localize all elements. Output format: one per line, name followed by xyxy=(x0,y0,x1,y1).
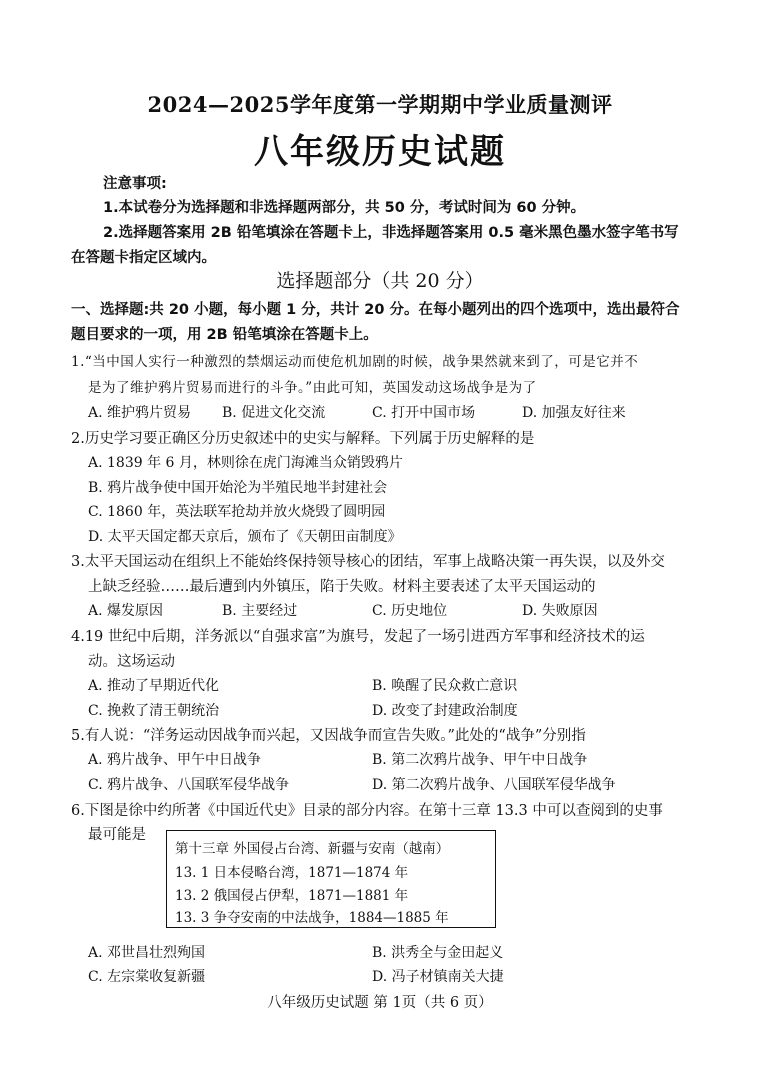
question-3-option-a: A. 爆发原因 xyxy=(88,603,164,619)
question-3-stem-line-2: 上缺乏经验……最后遭到内外镇压，陷于失败。材料主要表述了太平天国运动的 xyxy=(88,579,596,595)
notice-item-2-line-2: 在答题卡指定区域内。 xyxy=(71,250,216,266)
question-4-option-d: D. 改变了封建政治制度 xyxy=(372,703,518,719)
question-5-option-c: C. 鸦片战争、八国联军侵华战争 xyxy=(88,777,290,793)
question-2-option-a: A. 1839 年 6 月，林则徐在虎门海滩当众销毁鸦片 xyxy=(88,455,403,471)
section-title: 选择题部分（共 20 分） xyxy=(276,270,484,292)
question-2-option-d: D. 太平天国定都天京后，颁布了《天朝田亩制度》 xyxy=(88,529,402,545)
question-5-stem: 5.有人说：“洋务运动因战争而兴起，又因战争而宣告失败。”此处的“战争”分别指 xyxy=(71,728,586,744)
question-1-option-a: A. 维护鸦片贸易 xyxy=(88,405,192,421)
notice-item-1: 1.本试卷分为选择题和非选择题两部分，共 50 分，考试时间为 60 分钟。 xyxy=(103,200,586,216)
question-3-stem-line-1: 3.太平天国运动在组织上不能始终保持领导核心的团结，军事上战略决策一再失误，以及外交 xyxy=(71,554,665,570)
question-2-option-b: B. 鸦片战争使中国开始沦为半殖民地半封建社会 xyxy=(88,480,388,496)
question-1-stem-line-2: 是为了维护鸦片贸易而进行的斗争。”由此可知，英国发动这场战争是为了 xyxy=(88,380,537,396)
question-3-option-d: D. 失败原因 xyxy=(522,603,598,619)
exam-term-title: 2024—2025学年度第一学期期中学业质量测评 xyxy=(147,92,613,117)
toc-section-13-3: 13. 3 争夺安南的中法战争，1884—1885 年 xyxy=(175,910,449,926)
question-2-option-c: C. 1860 年，英法联军抢劫并放火烧毁了圆明园 xyxy=(88,504,386,520)
question-1-option-d: D. 加强友好往来 xyxy=(522,405,626,421)
notice-item-2-line-1: 2.选择题答案用 2B 铅笔填涂在答题卡上，非选择题答案用 0.5 毫米黑色墨水签字笔书写 xyxy=(103,225,679,241)
exam-subject-title: 八年级历史试题 xyxy=(254,132,506,172)
question-3-option-b: B. 主要经过 xyxy=(222,603,298,619)
question-6-option-c: C. 左宗棠收复新疆 xyxy=(88,969,206,985)
table-of-contents-box xyxy=(166,830,496,928)
toc-section-13-2: 13. 2 俄国侵占伊犁，1871—1881 年 xyxy=(175,888,409,904)
question-5-option-b: B. 第二次鸦片战争、甲午中日战争 xyxy=(372,752,588,768)
notice-heading: 注意事项: xyxy=(103,176,167,192)
question-1-option-c: C. 打开中国市场 xyxy=(372,405,476,421)
toc-section-13-1: 13. 1 日本侵略台湾，1871—1874 年 xyxy=(175,865,409,881)
question-6-stem-line-2: 最可能是 xyxy=(88,827,146,843)
question-4-option-a: A. 推动了早期近代化 xyxy=(88,678,220,694)
question-4-option-c: C. 挽救了清王朝统治 xyxy=(88,703,220,719)
question-4-option-b: B. 唤醒了民众救亡意识 xyxy=(372,678,518,694)
toc-chapter-title: 第十三章 外国侵占台湾、新疆与安南（越南） xyxy=(175,841,450,857)
question-3-option-c: C. 历史地位 xyxy=(372,603,448,619)
question-6-option-b: B. 洪秀全与金田起义 xyxy=(372,945,504,961)
section-instruction-line-1: 一、选择题:共 20 小题，每小题 1 分，共计 20 分。在每小题列出的四个选项中，选出最符合 xyxy=(71,302,680,318)
question-4-stem-line-1: 4.19 世纪中后期，洋务派以“自强求富”为旗号，发起了一场引进西方军事和经济技术的运 xyxy=(71,629,645,645)
section-instruction-line-2: 题目要求的一项，用 2B 铅笔填涂在答题卡上。 xyxy=(71,327,378,343)
question-1-option-b: B. 促进文化交流 xyxy=(222,405,326,421)
question-6-option-a: A. 邓世昌壮烈殉国 xyxy=(88,945,206,961)
page-footer: 八年级历史试题 第 1页（共 6 页） xyxy=(267,995,493,1011)
question-2-stem: 2.历史学习要正确区分历史叙述中的史实与解释。下列属于历史解释的是 xyxy=(71,431,535,447)
question-6-option-d: D. 冯子材镇南关大捷 xyxy=(372,969,504,985)
question-6-stem-line-1: 6.下图是徐中约所著《中国近代史》目录的部分内容。在第十三章 13.3 中可以查阅到的史事 xyxy=(71,803,663,819)
question-4-stem-line-2: 动。这场运动 xyxy=(88,654,175,670)
question-5-option-a: A. 鸦片战争、甲午中日战争 xyxy=(88,752,262,768)
question-5-option-d: D. 第二次鸦片战争、八国联军侵华战争 xyxy=(372,777,616,793)
question-1-stem-line-1: 1.“当中国人实行一种激烈的禁烟运动而使危机加剧的时候，战争果然就来到了，可是它并不 xyxy=(71,354,639,370)
